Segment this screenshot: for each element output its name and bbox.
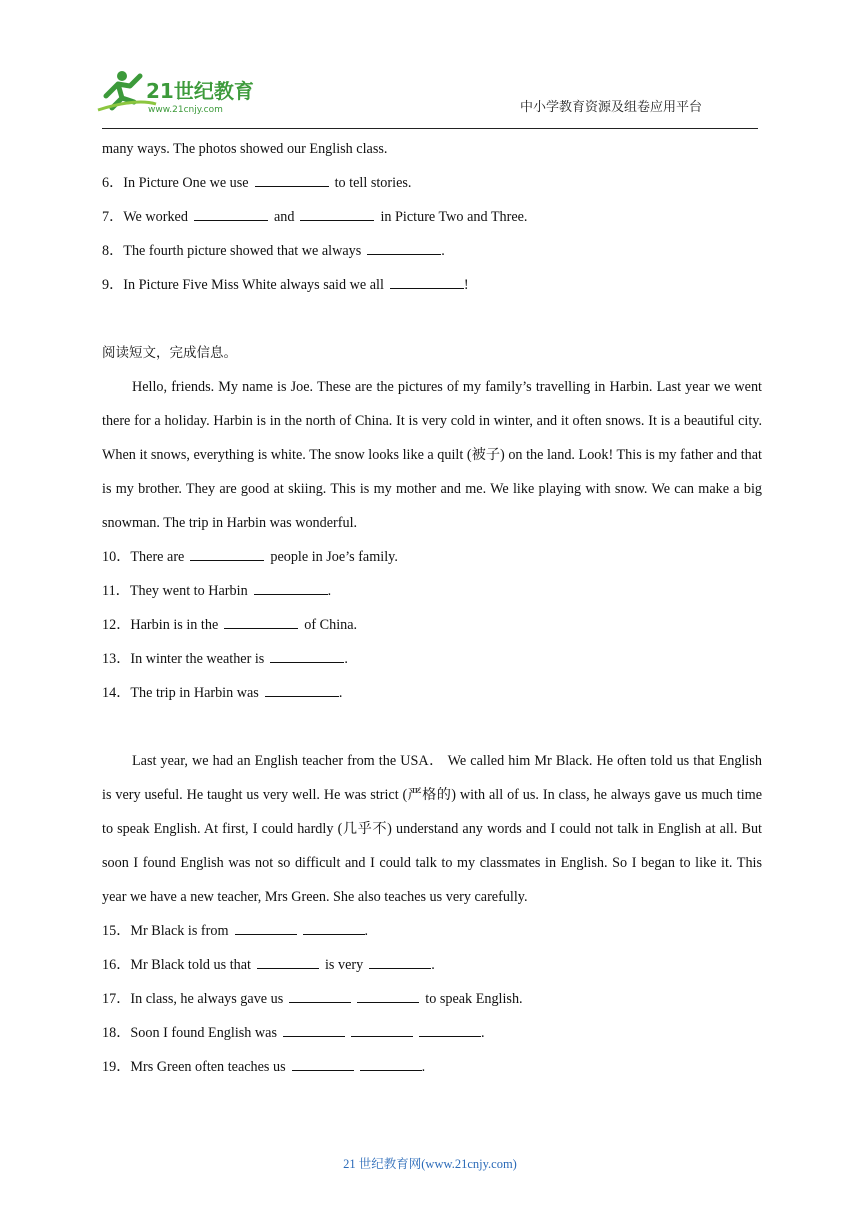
- question-18: [102, 1022, 762, 1056]
- site-logo: [96, 68, 266, 114]
- question-text: is very: [324, 957, 364, 973]
- question-number: 6．: [102, 175, 124, 191]
- question-number: 14．: [102, 685, 131, 701]
- question-text: people in Joe’s family.: [270, 549, 398, 565]
- question-16: [102, 954, 762, 988]
- answer-blank[interactable]: [190, 546, 264, 561]
- question-text: to tell stories.: [334, 175, 412, 191]
- passage-tail: many ways. The photos showed our English class.: [102, 141, 388, 157]
- answer-blank[interactable]: [254, 580, 328, 595]
- answer-blank[interactable]: [351, 1022, 413, 1037]
- question-13: [102, 648, 762, 682]
- question-text: to speak English.: [425, 991, 523, 1007]
- header-divider: [102, 128, 758, 129]
- question-text: The fourth picture showed that we always: [123, 243, 362, 259]
- question-number: 19．: [102, 1059, 131, 1075]
- question-number: 15．: [102, 923, 131, 939]
- question-text: Harbin is in the: [130, 617, 219, 633]
- question-text: There are: [130, 549, 185, 565]
- answer-blank[interactable]: [360, 1056, 422, 1071]
- question-text: We worked: [123, 209, 188, 225]
- runner-logo-icon: [96, 68, 266, 114]
- question-text: In class, he always gave us: [130, 991, 284, 1007]
- answer-blank[interactable]: [265, 682, 339, 697]
- answer-blank[interactable]: [283, 1022, 345, 1037]
- answer-blank[interactable]: [367, 240, 441, 255]
- question-12: [102, 614, 762, 648]
- question-text: Mr Black told us that: [130, 957, 251, 973]
- question-number: 17．: [102, 991, 131, 1007]
- answer-blank[interactable]: [300, 206, 374, 221]
- answer-blank[interactable]: [270, 648, 344, 663]
- answer-blank[interactable]: [257, 954, 319, 969]
- question-number: 18．: [102, 1025, 131, 1041]
- answer-blank[interactable]: [289, 988, 351, 1003]
- question-text: and: [273, 209, 295, 225]
- footer-link[interactable]: 21 世纪教育网(www.21cnjy.com): [343, 1157, 517, 1171]
- answer-blank[interactable]: [235, 920, 297, 935]
- question-text: In Picture Five Miss White always said we all: [123, 277, 384, 293]
- reading-passage-teacher: Last year, we had an English teacher from the USA． We called him Mr Black. He often told us that English is very useful. He taught us very well. He was strict (严格的) with all of us. In class, he always gave us much time to speak English. At first, I could hardly (几乎不) understand any words and I could not talk in English at all. But soon I found English was not so difficult and I could talk to my classmates in English. So I began to like it. This year we have a new teacher, Mrs Green. She also teaches us very carefully.: [102, 753, 762, 905]
- answer-blank[interactable]: [224, 614, 298, 629]
- question-15: [102, 920, 762, 954]
- question-text: .: [431, 957, 435, 973]
- question-19: [102, 1056, 762, 1090]
- question-number: 10．: [102, 549, 131, 565]
- question-text: In winter the weather is: [130, 651, 265, 667]
- platform-title: 中小学教育资源及组卷应用平台: [520, 100, 703, 115]
- question-number: 13．: [102, 651, 131, 667]
- question-number: 8．: [102, 243, 124, 259]
- question-text: In Picture One we use: [123, 175, 249, 191]
- question-text: .: [344, 651, 348, 667]
- logo-url: www.21cnjy.com: [148, 105, 223, 114]
- question-text: Mrs Green often teaches us: [130, 1059, 286, 1075]
- answer-blank[interactable]: [369, 954, 431, 969]
- answer-blank[interactable]: [255, 172, 329, 187]
- question-text: !: [463, 277, 469, 293]
- question-text: .: [327, 583, 332, 599]
- answer-blank[interactable]: [194, 206, 268, 221]
- question-11: [102, 580, 762, 614]
- question-number: 11．: [102, 583, 130, 599]
- question-text: .: [338, 685, 343, 701]
- question-7: [102, 206, 762, 240]
- question-text: of China.: [304, 617, 358, 633]
- section-instruction: 阅读短文，完成信息。: [102, 345, 237, 361]
- answer-blank[interactable]: [303, 920, 365, 935]
- question-10: [102, 546, 762, 580]
- answer-blank[interactable]: [292, 1056, 354, 1071]
- answer-blank[interactable]: [390, 274, 464, 289]
- question-number: 16．: [102, 957, 131, 973]
- question-text: .: [421, 1059, 426, 1075]
- answer-blank[interactable]: [357, 988, 419, 1003]
- question-17: [102, 988, 762, 1022]
- question-text: .: [441, 243, 445, 259]
- document-body: [102, 138, 762, 1090]
- question-14: [102, 682, 762, 716]
- reading-passage-harbin: Hello, friends. My name is Joe. These are the pictures of my family’s travelling in Harbin. Last year we went there for a holiday. Harbin is in the north of China. It is very cold in winter, and it often snows. It is a beautiful city. When it snows, everything is white. The snow looks like a quilt (被子) on the land. Look! This is my father and that is my brother. They are good at skiing. This is my mother and me. We like playing with snow. We can make a big snowman. The trip in Harbin was wonderful.: [102, 379, 762, 531]
- question-9: [102, 274, 762, 308]
- question-text: Soon I found English was: [130, 1025, 277, 1041]
- question-text: .: [481, 1025, 485, 1041]
- question-text: in Picture Two and Three.: [380, 209, 528, 225]
- question-6: [102, 172, 762, 206]
- question-text: .: [364, 923, 369, 939]
- logo-text: 21世纪教育: [146, 79, 254, 103]
- question-8: [102, 240, 762, 274]
- question-number: 9．: [102, 277, 124, 293]
- question-text: They went to Harbin: [129, 583, 248, 599]
- answer-blank[interactable]: [419, 1022, 481, 1037]
- question-text: Mr Black is from: [130, 923, 229, 939]
- question-number: 7．: [102, 209, 124, 225]
- question-number: 12．: [102, 617, 131, 633]
- question-text: The trip in Harbin was: [130, 685, 259, 701]
